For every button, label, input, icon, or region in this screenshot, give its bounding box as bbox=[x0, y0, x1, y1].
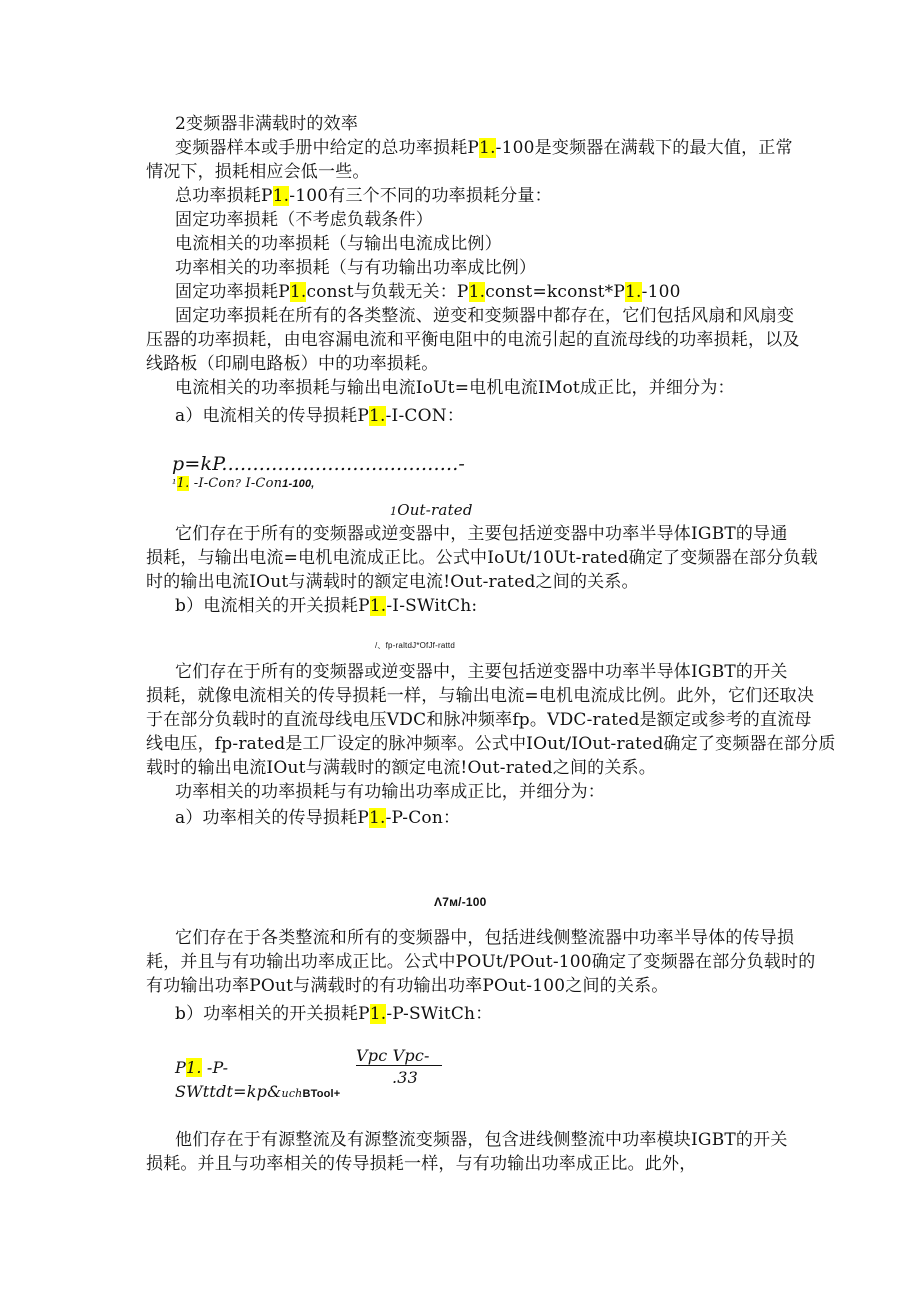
current-switching-desc: 损耗，就像电流相关的传导损耗一样，与输出电流=电机电流成比例。此外，它们还取决 bbox=[146, 686, 815, 706]
fixed-desc-line: 压器的功率损耗，由电容漏电流和平衡电阻中的电流引起的直流母线的功率损耗，以及 bbox=[146, 330, 800, 350]
current-switching-desc: 载时的输出电流IOut与满载时的额定电流!Out-rated之间的关系。 bbox=[146, 758, 656, 778]
highlight: 1. bbox=[468, 282, 486, 302]
component-power: 功率相关的功率损耗（与有功输出功率成比例） bbox=[175, 258, 537, 278]
current-intro: 电流相关的功率损耗与输出电流IoUt=电机电流IMot成正比，并细分为： bbox=[175, 378, 735, 398]
formula-4-right2: .33 bbox=[392, 1068, 419, 1087]
highlight: 1. bbox=[289, 282, 307, 302]
formula-1-denominator: 1Out-rated bbox=[390, 501, 473, 519]
power-conduction-desc: 耗，并且与有功输出功率成正比。公式中POUt/POut-100确定了变频器在部分负载时的 bbox=[146, 952, 816, 972]
fixed-desc-line: 线路板（印刷电路板）中的功率损耗。 bbox=[146, 354, 439, 374]
current-switching-heading: b）电流相关的开关损耗P1.-I-SWitCh: bbox=[175, 596, 478, 616]
formula-4-fraction-bar bbox=[356, 1065, 442, 1066]
highlight: 1. bbox=[479, 138, 496, 158]
power-switching-desc: 他们存在于有源整流及有源整流变频器，包含进线侧整流中功率模块IGBT的开关 bbox=[175, 1130, 788, 1150]
current-conduction-desc: 时的输出电流IOut与满载时的额定电流!Out-rated之间的关系。 bbox=[146, 572, 639, 592]
current-switching-desc: 线电压，fp-rated是工厂设定的脉冲频率。公式中IOut/IOut-rated确定了变频器在部分质 bbox=[146, 734, 836, 754]
fixed-desc-line: 固定功率损耗在所有的各类整流、逆变和变频器中都存在，它们包括风扇和风扇变 bbox=[175, 306, 795, 326]
highlight: 1. bbox=[369, 1004, 387, 1024]
paragraph-total-loss-cont: 情况下，损耗相应会低一些。 bbox=[146, 162, 370, 182]
power-conduction-heading: a）功率相关的传导损耗P1.-P-Con： bbox=[175, 808, 461, 828]
current-conduction-heading: a）电流相关的传导损耗P1.-I-CON： bbox=[175, 406, 465, 426]
formula-1-line1: p=kP......................................- bbox=[172, 453, 466, 475]
power-conduction-desc: 有功输出功率POut与满载时的有功输出功率POut-100之间的关系。 bbox=[146, 976, 669, 996]
fixed-loss-formula: 固定功率损耗P1.const与负载无关：P1.const=kconst*P1.-100 bbox=[175, 282, 681, 302]
current-conduction-desc: 损耗，与输出电流=电机电流成正比。公式中IoUt/10Ut-rated确定了变频器在部分负载 bbox=[146, 548, 818, 568]
paragraph-total-loss: 变频器样本或手册中给定的总功率损耗P1.-100是变频器在满载下的最大值，正常 bbox=[175, 138, 793, 158]
formula-4-right1: Vpc Vpc- bbox=[356, 1046, 430, 1065]
highlight: 1. bbox=[625, 282, 642, 302]
power-intro: 功率相关的功率损耗与有功输出功率成正比，并细分为： bbox=[175, 782, 605, 802]
current-switching-desc: 于在部分负载时的直流母线电压VDC和脉冲频率fp。VDC-rated是额定或参考的直流母 bbox=[146, 710, 812, 730]
current-switching-desc: 它们存在于所有的变频器或逆变器中，主要包括逆变器中功率半导体IGBT的开关 bbox=[175, 662, 788, 682]
highlight: 1. bbox=[185, 1058, 202, 1077]
highlight: 1. bbox=[368, 406, 386, 426]
current-conduction-desc: 它们存在于所有的变频器或逆变器中，主要包括逆变器中功率半导体IGBT的导通 bbox=[175, 524, 788, 544]
formula-4-left2: SWttdt=kp&uchBTool+ bbox=[175, 1082, 341, 1101]
highlight: 1. bbox=[272, 186, 290, 206]
paragraph-components: 总功率损耗P1.-100有三个不同的功率损耗分量： bbox=[175, 186, 552, 206]
component-current: 电流相关的功率损耗（与输出电流成比例） bbox=[175, 234, 502, 254]
power-switching-heading: b）功率相关的开关损耗P1.-P-SWitCh： bbox=[175, 1004, 493, 1024]
formula-4-left1: P1. -P- bbox=[175, 1058, 229, 1077]
component-fixed: 固定功率损耗（不考虑负载条件） bbox=[175, 210, 433, 230]
formula-1-line2: ¹1. -I-Con? I-Con1-100, bbox=[172, 476, 315, 491]
formula-3: Λ7ᴍ/-100 bbox=[434, 895, 487, 909]
section-heading: 2变频器非满载时的效率 bbox=[175, 114, 359, 134]
power-conduction-desc: 它们存在于各类整流和所有的变频器中，包括进线侧整流器中功率半导体的传导损 bbox=[175, 928, 795, 948]
formula-2: /、fp-raltdJ*OfJf-rattd bbox=[375, 641, 455, 650]
highlight: 1. bbox=[369, 596, 387, 616]
highlight: 1. bbox=[368, 808, 386, 828]
highlight: 1. bbox=[176, 476, 190, 491]
power-switching-desc: 损耗。并且与功率相关的传导损耗一样，与有功输出功率成正比。此外， bbox=[146, 1154, 697, 1174]
